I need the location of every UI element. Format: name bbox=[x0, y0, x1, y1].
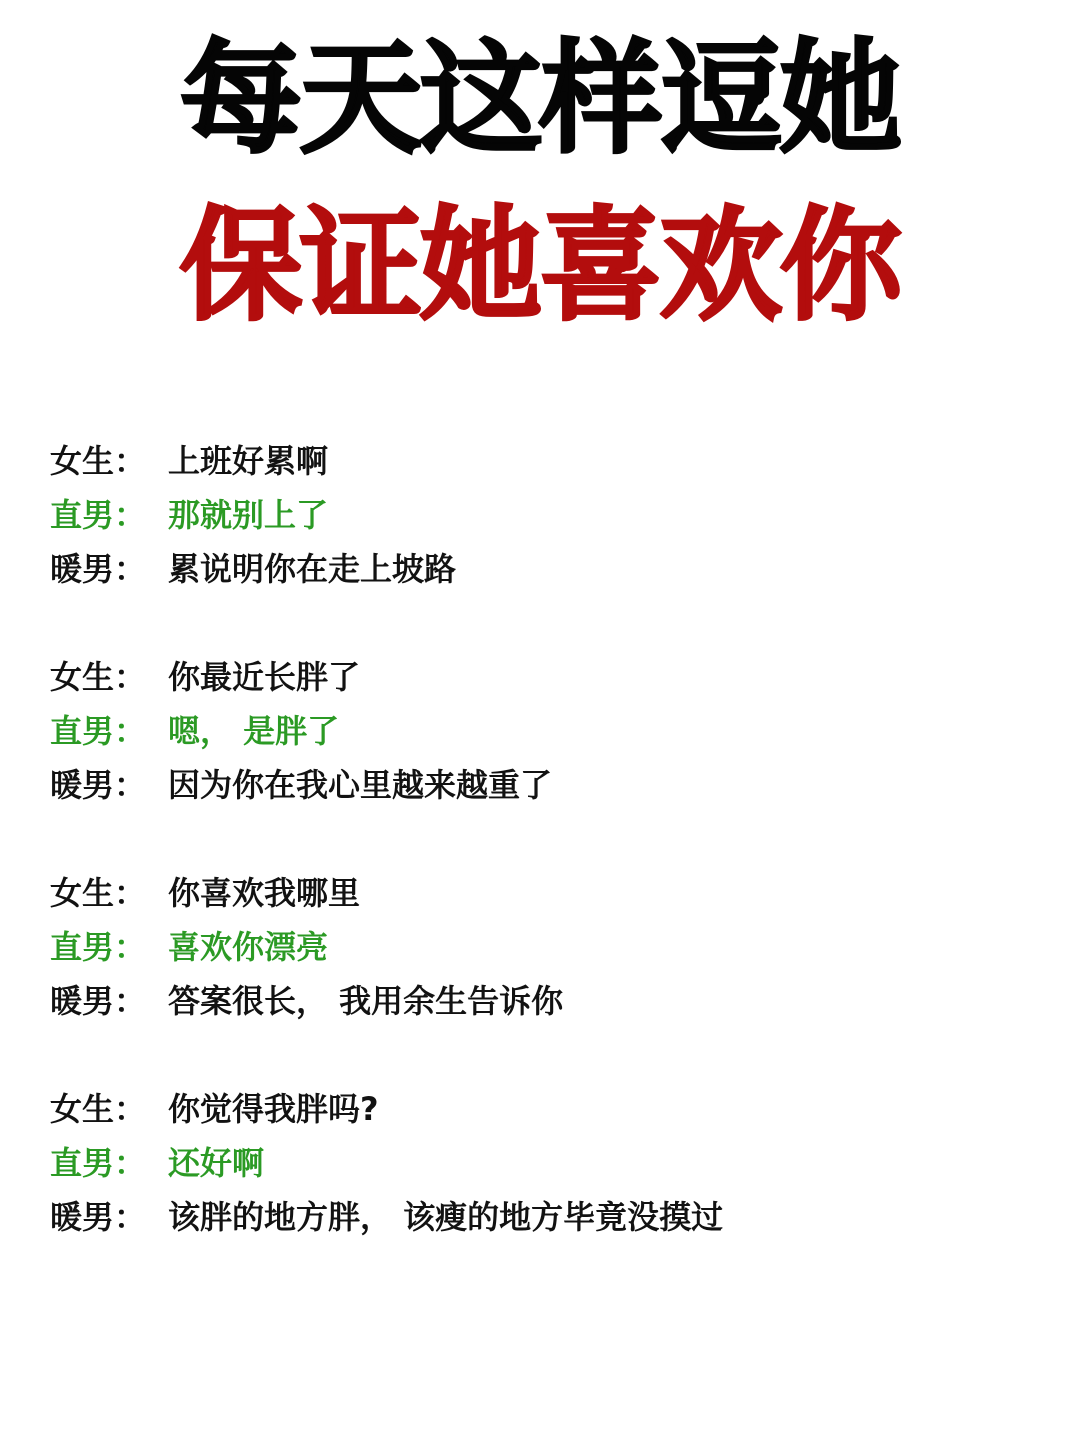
warm-guy-line bbox=[50, 758, 1050, 812]
girl-line bbox=[50, 866, 1050, 920]
warm-guy-line bbox=[50, 974, 1050, 1028]
speaker-label: 直男： bbox=[50, 496, 147, 534]
dialogue-list bbox=[50, 434, 1050, 1298]
dialogue-group bbox=[50, 434, 1050, 596]
line-text: 你觉得我胖吗? bbox=[168, 1090, 379, 1128]
speaker-label: 直男： bbox=[50, 928, 147, 966]
speaker-label: 女生： bbox=[50, 874, 147, 912]
speaker-label: 直男： bbox=[50, 712, 147, 750]
speaker-label: 女生： bbox=[50, 658, 147, 696]
speaker-label: 暖男： bbox=[50, 766, 147, 804]
line-text: 喜欢你漂亮 bbox=[168, 928, 329, 966]
line-text: 上班好累啊 bbox=[168, 442, 329, 480]
straight-guy-line bbox=[50, 920, 1050, 974]
speaker-label: 暖男： bbox=[50, 550, 147, 588]
line-text: 答案很长， 我用余生告诉你 bbox=[168, 982, 564, 1020]
girl-line bbox=[50, 434, 1050, 488]
girl-line bbox=[50, 1082, 1050, 1136]
girl-line bbox=[50, 650, 1050, 704]
line-text: 你喜欢我哪里 bbox=[168, 874, 361, 912]
speaker-label: 暖男： bbox=[50, 982, 147, 1020]
straight-guy-line bbox=[50, 488, 1050, 542]
dialogue-group bbox=[50, 650, 1050, 812]
line-text: 累说明你在走上坡路 bbox=[168, 550, 457, 588]
page-subtitle: 保证她喜欢你 bbox=[180, 195, 900, 337]
dialogue-group bbox=[50, 866, 1050, 1028]
line-text: 嗯， 是胖了 bbox=[168, 712, 340, 750]
line-text: 因为你在我心里越来越重了 bbox=[168, 766, 553, 804]
speaker-label: 直男： bbox=[50, 1144, 147, 1182]
warm-guy-line bbox=[50, 1190, 1050, 1244]
line-text: 该胖的地方胖， 该瘦的地方毕竟没摸过 bbox=[168, 1198, 724, 1236]
straight-guy-line bbox=[50, 704, 1050, 758]
line-text: 那就别上了 bbox=[168, 496, 329, 534]
line-text: 你最近长胖了 bbox=[168, 658, 361, 696]
page-title: 每天这样逗她 bbox=[180, 28, 900, 170]
warm-guy-line bbox=[50, 542, 1050, 596]
dialogue-group bbox=[50, 1082, 1050, 1244]
straight-guy-line bbox=[50, 1136, 1050, 1190]
speaker-label: 暖男： bbox=[50, 1198, 147, 1236]
speaker-label: 女生： bbox=[50, 442, 147, 480]
speaker-label: 女生： bbox=[50, 1090, 147, 1128]
line-text: 还好啊 bbox=[168, 1144, 265, 1182]
